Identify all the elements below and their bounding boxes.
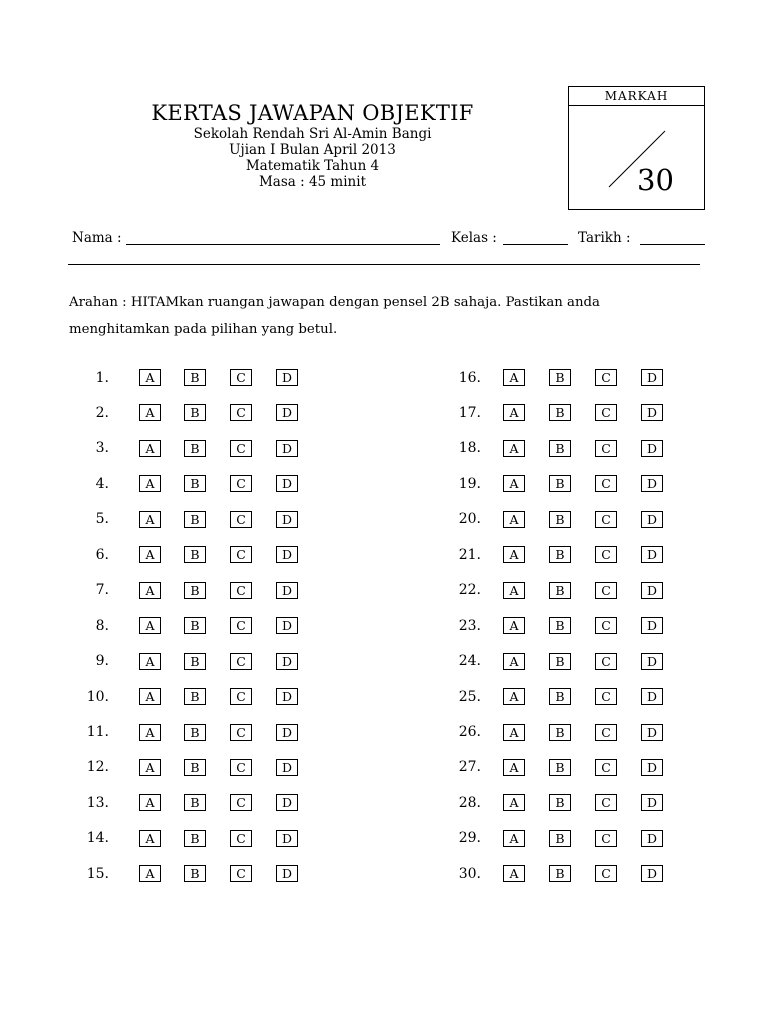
answer-option-a[interactable]: A xyxy=(139,546,161,563)
answer-option-d[interactable]: D xyxy=(276,724,298,741)
answer-option-c[interactable]: C xyxy=(595,794,617,811)
question-number: 19. xyxy=(458,475,481,492)
answer-option-d[interactable]: D xyxy=(641,759,663,776)
answer-option-c[interactable]: C xyxy=(230,794,252,811)
answer-option-b[interactable]: B xyxy=(184,794,206,811)
subject-name: Matematik Tahun 4 xyxy=(245,158,380,174)
answer-option-b[interactable]: B xyxy=(549,440,571,457)
answer-option-c[interactable]: C xyxy=(230,653,252,670)
answer-option-b[interactable]: B xyxy=(184,440,206,457)
answer-option-b[interactable]: B xyxy=(549,511,571,528)
answer-option-b[interactable]: B xyxy=(549,582,571,599)
answer-option-d[interactable]: D xyxy=(641,475,663,492)
question-number: 15. xyxy=(86,865,109,882)
answer-option-d[interactable]: D xyxy=(276,617,298,634)
answer-option-b[interactable]: B xyxy=(549,653,571,670)
answer-option-d[interactable]: D xyxy=(276,475,298,492)
title-block xyxy=(140,100,485,190)
answer-option-c[interactable]: C xyxy=(595,404,617,421)
question-number: 9. xyxy=(95,653,109,670)
answer-option-b[interactable]: B xyxy=(549,759,571,776)
question-number: 11. xyxy=(86,724,109,740)
answer-option-d[interactable]: D xyxy=(276,688,298,705)
answer-option-a[interactable]: A xyxy=(503,724,525,741)
answer-option-c[interactable]: C xyxy=(595,369,617,386)
answer-option-b[interactable]: B xyxy=(549,369,571,386)
answer-option-a[interactable]: A xyxy=(139,759,161,776)
nama-field[interactable] xyxy=(126,244,440,245)
answer-option-c[interactable]: C xyxy=(595,653,617,670)
answer-option-d[interactable]: D xyxy=(276,511,298,528)
answer-option-d[interactable]: D xyxy=(276,653,298,670)
answer-option-c[interactable]: C xyxy=(595,617,617,634)
answer-option-c[interactable]: C xyxy=(595,475,617,492)
answer-option-d[interactable]: D xyxy=(276,794,298,811)
kelas-label: Kelas : xyxy=(451,230,497,246)
answer-option-c[interactable]: C xyxy=(230,617,252,634)
answer-option-d[interactable]: D xyxy=(276,865,298,882)
answer-option-d[interactable]: D xyxy=(276,440,298,457)
answer-option-b[interactable]: B xyxy=(184,582,206,599)
question-number: 3. xyxy=(95,440,109,457)
answer-option-a[interactable]: A xyxy=(139,688,161,705)
markah-box xyxy=(568,86,705,210)
question-number: 10. xyxy=(86,688,109,705)
answer-option-a[interactable]: A xyxy=(503,582,525,599)
answer-option-d[interactable]: D xyxy=(641,688,663,705)
answer-option-a[interactable]: A xyxy=(503,653,525,670)
answer-option-c[interactable]: C xyxy=(230,475,252,492)
answer-option-b[interactable]: B xyxy=(549,546,571,563)
question-number: 23. xyxy=(458,617,481,634)
question-number: 7. xyxy=(95,582,109,599)
answer-option-a[interactable]: A xyxy=(139,865,161,882)
answer-option-c[interactable]: C xyxy=(230,724,252,741)
answer-option-b[interactable]: B xyxy=(184,546,206,563)
answer-option-d[interactable]: D xyxy=(641,724,663,741)
question-number: 2. xyxy=(95,404,109,421)
nama-label: Nama : xyxy=(72,230,122,246)
divider xyxy=(68,264,700,265)
answer-option-d[interactable]: D xyxy=(641,794,663,811)
question-number: 14. xyxy=(86,830,109,847)
answer-option-a[interactable]: A xyxy=(503,369,525,386)
answer-option-c[interactable]: C xyxy=(595,582,617,599)
answer-option-d[interactable]: D xyxy=(276,830,298,847)
answer-option-a[interactable]: A xyxy=(139,724,161,741)
tarikh-field[interactable] xyxy=(640,244,705,245)
question-number: 16. xyxy=(458,369,481,386)
answer-option-c[interactable]: C xyxy=(595,865,617,882)
question-number: 4. xyxy=(95,475,109,492)
answer-option-c[interactable]: C xyxy=(230,369,252,386)
answer-option-d[interactable]: D xyxy=(641,582,663,599)
answer-option-a[interactable]: A xyxy=(503,440,525,457)
answer-option-b[interactable]: B xyxy=(184,724,206,741)
answer-option-b[interactable]: B xyxy=(549,724,571,741)
answer-option-b[interactable]: B xyxy=(549,404,571,421)
question-number: 18. xyxy=(458,440,481,457)
answer-option-a[interactable]: A xyxy=(139,653,161,670)
question-number: 1. xyxy=(95,369,109,386)
page-title: KERTAS JAWAPAN OBJEKTIF xyxy=(151,101,474,125)
kelas-field[interactable] xyxy=(503,244,568,245)
answer-option-d[interactable]: D xyxy=(641,617,663,634)
answer-option-b[interactable]: B xyxy=(184,475,206,492)
answer-option-b[interactable]: B xyxy=(549,865,571,882)
answer-option-a[interactable]: A xyxy=(503,475,525,492)
answer-option-c[interactable]: C xyxy=(595,546,617,563)
answer-option-b[interactable]: B xyxy=(184,653,206,670)
answer-option-a[interactable]: A xyxy=(139,440,161,457)
answer-option-a[interactable]: A xyxy=(139,830,161,847)
answer-option-c[interactable]: C xyxy=(230,688,252,705)
answer-option-a[interactable]: A xyxy=(503,546,525,563)
question-number: 29. xyxy=(458,830,481,847)
question-number: 25. xyxy=(458,688,481,705)
answer-option-b[interactable]: B xyxy=(549,475,571,492)
markah-label: MARKAH xyxy=(569,87,704,106)
answer-option-a[interactable]: A xyxy=(503,688,525,705)
question-number: 22. xyxy=(458,582,481,599)
question-number: 5. xyxy=(95,511,109,528)
answer-option-c[interactable]: C xyxy=(595,511,617,528)
answer-option-d[interactable]: D xyxy=(641,511,663,528)
answer-option-a[interactable]: A xyxy=(503,511,525,528)
instructions: Arahan : HITAMkan ruangan jawapan dengan pensel 2B sahaja. Pastikan anda menghitamkan pada pilihan yang betul. xyxy=(69,295,600,337)
exam-name: Ujian I Bulan April 2013 xyxy=(229,142,396,158)
answer-option-d[interactable]: D xyxy=(276,546,298,563)
question-number: 26. xyxy=(458,724,481,740)
answer-option-c[interactable]: C xyxy=(230,546,252,563)
question-number: 6. xyxy=(95,546,109,563)
answer-option-b[interactable]: B xyxy=(184,511,206,528)
question-number: 13. xyxy=(86,794,109,811)
question-number: 12. xyxy=(86,759,109,776)
answer-option-a[interactable]: A xyxy=(139,404,161,421)
answer-option-a[interactable]: A xyxy=(139,369,161,386)
answer-option-c[interactable]: C xyxy=(595,688,617,705)
answer-option-a[interactable]: A xyxy=(139,617,161,634)
answer-option-a[interactable]: A xyxy=(139,475,161,492)
answer-option-b[interactable]: B xyxy=(184,369,206,386)
answer-option-d[interactable]: D xyxy=(641,369,663,386)
answer-option-c[interactable]: C xyxy=(230,759,252,776)
answer-option-d[interactable]: D xyxy=(276,404,298,421)
question-number: 17. xyxy=(458,404,481,421)
answer-option-c[interactable]: C xyxy=(230,511,252,528)
answer-option-a[interactable]: A xyxy=(503,617,525,634)
duration: Masa : 45 minit xyxy=(258,174,366,190)
answer-option-a[interactable]: A xyxy=(503,794,525,811)
answer-option-c[interactable]: C xyxy=(595,830,617,847)
answer-option-c[interactable]: C xyxy=(230,582,252,599)
answer-option-d[interactable]: D xyxy=(276,759,298,776)
markah-total: 30 xyxy=(637,163,674,197)
question-number: 8. xyxy=(95,617,109,634)
answer-option-a[interactable]: A xyxy=(503,865,525,882)
question-number: 20. xyxy=(458,511,481,528)
answer-option-c[interactable]: C xyxy=(595,440,617,457)
answer-option-b[interactable]: B xyxy=(184,404,206,421)
answer-option-b[interactable]: B xyxy=(549,794,571,811)
answer-option-c[interactable]: C xyxy=(230,440,252,457)
answer-option-d[interactable]: D xyxy=(641,404,663,421)
answer-option-b[interactable]: B xyxy=(184,688,206,705)
question-number: 24. xyxy=(458,653,481,670)
answer-option-c[interactable]: C xyxy=(595,724,617,741)
answer-option-b[interactable]: B xyxy=(184,759,206,776)
answer-option-d[interactable]: D xyxy=(641,830,663,847)
answer-option-d[interactable]: D xyxy=(641,440,663,457)
school-name: Sekolah Rendah Sri Al-Amin Bangi xyxy=(193,126,432,142)
answer-option-c[interactable]: C xyxy=(230,865,252,882)
answer-option-a[interactable]: A xyxy=(139,794,161,811)
answer-option-d[interactable]: D xyxy=(276,369,298,386)
answer-option-b[interactable]: B xyxy=(184,865,206,882)
answer-option-d[interactable]: D xyxy=(641,653,663,670)
question-number: 28. xyxy=(458,794,481,811)
question-number: 30. xyxy=(458,865,481,882)
answer-option-d[interactable]: D xyxy=(641,865,663,882)
answer-option-b[interactable]: B xyxy=(549,830,571,847)
answer-option-a[interactable]: A xyxy=(139,511,161,528)
answer-option-b[interactable]: B xyxy=(184,830,206,847)
answer-option-d[interactable]: D xyxy=(641,546,663,563)
answer-option-a[interactable]: A xyxy=(503,759,525,776)
answer-option-a[interactable]: A xyxy=(139,582,161,599)
question-number: 21. xyxy=(458,546,481,563)
answer-option-c[interactable]: C xyxy=(230,830,252,847)
answer-option-a[interactable]: A xyxy=(503,830,525,847)
answer-option-b[interactable]: B xyxy=(549,617,571,634)
answer-option-c[interactable]: C xyxy=(230,404,252,421)
answer-option-b[interactable]: B xyxy=(549,688,571,705)
answer-option-b[interactable]: B xyxy=(184,617,206,634)
answer-option-a[interactable]: A xyxy=(503,404,525,421)
answer-option-d[interactable]: D xyxy=(276,582,298,599)
answer-option-c[interactable]: C xyxy=(595,759,617,776)
tarikh-label: Tarikh : xyxy=(578,230,631,246)
question-number: 27. xyxy=(458,759,481,776)
